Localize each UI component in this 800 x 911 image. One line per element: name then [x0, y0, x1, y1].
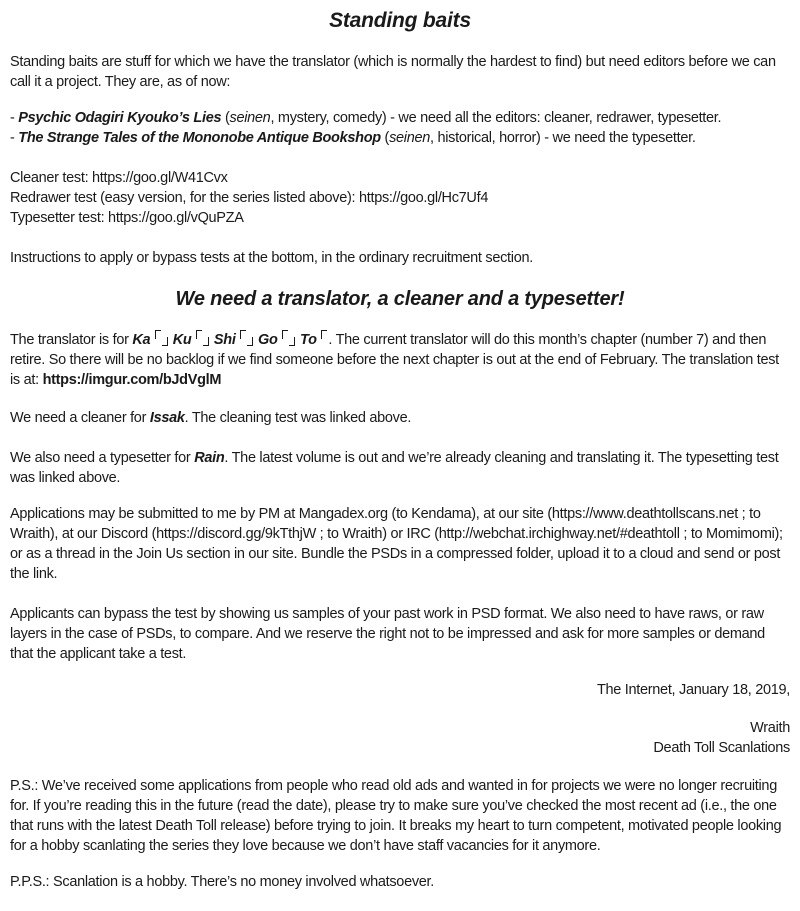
series-list	[10, 108, 790, 148]
text-segment: Psychic Odagiri Kyouko’s Lies	[18, 110, 222, 126]
text-segment: Ka	[132, 332, 155, 348]
text-segment: Ku	[169, 332, 196, 348]
text-segment: (	[380, 130, 390, 146]
signature-name	[10, 718, 790, 738]
text-segment: -	[10, 110, 19, 126]
section-heading-needs: We need a translator, a cleaner and a typesetter!	[175, 288, 625, 310]
text-segment: . The cleaning test was linked above.	[184, 410, 412, 426]
text-segment: Wraith	[750, 720, 790, 736]
intro-paragraph	[10, 52, 790, 92]
text-segment: We also need a typesetter for	[10, 450, 195, 466]
text-segment: -	[10, 130, 19, 146]
text-segment: We need a cleaner for	[10, 410, 150, 426]
text-segment: seinen	[389, 130, 431, 146]
text-segment: Applicants can bypass the test by showing us samples of your past work in PSD format. We also need to have raws, or raw layers in the case of PSDs, to compare. And we reserve the right not to be impressed and ask for more samples or demand that the applicant take a test.	[10, 606, 765, 662]
instructions-line	[10, 248, 790, 268]
text-segment: , historical, horror) - we need the typesetter.	[430, 130, 696, 146]
text-segment: The Strange Tales of the Mononobe Antique Bookshop	[18, 130, 381, 146]
redrawer-test-link-line	[10, 188, 790, 208]
page-title: Standing baits	[329, 9, 471, 32]
text-segment: . The latest volume is out and we’re already cleaning and translating it. The typesetting test was linked above.	[10, 450, 779, 486]
dateline	[10, 680, 790, 700]
signature-block	[10, 718, 790, 758]
pps-paragraph	[10, 872, 790, 892]
typesetter-test-link-line	[10, 208, 790, 228]
text-segment: Typesetter test: https://goo.gl/vQuPZA	[10, 210, 244, 226]
corner-bracket-glyph	[154, 330, 169, 350]
text-segment: Issak	[149, 410, 185, 426]
bypass-paragraph	[10, 604, 790, 664]
corner-bracket-glyph	[281, 330, 296, 350]
series-item-psychic-odagiri	[10, 108, 790, 128]
text-segment: Redrawer test (easy version, for the series listed above): https://goo.gl/Hc7Uf4	[10, 190, 489, 206]
text-segment: https://imgur.com/bJdVglM	[42, 372, 222, 388]
text-segment: (	[221, 110, 230, 126]
text-segment: Cleaner test: https://goo.gl/W41Cvx	[10, 170, 228, 186]
text-segment: Applications may be submitted to me by PM at Mangadex.org (to Kendama), at our site (https://www.deathtollscans.net ; to Wraith), at our Discord (https://discord.gg/9kTthjW ; to Wraith) or IRC (http://webchat.irchighway.net/#deathtoll ; to Momimomi); or as a thread in the Join Us section in our site. Bundle the PSDs in a compressed folder, upload it to a cloud and send or post the link.	[10, 506, 783, 582]
series-item-mononobe-bookshop	[10, 128, 790, 148]
text-segment: P.S.: We’ve received some applications from people who read old ads and wanted in for projects we were no longer recruiting for. If you’re reading this in the future (read the date), please try to make sure you’ve checked the most recent ad (i.e., the one that runs with the latest Death Toll release) before trying to join. It breaks my heart to turn competent, motivated people looking for a hobby scanlating the series they love because we don’t have staff vacancies for it anymore.	[10, 778, 782, 854]
text-segment: Go	[254, 332, 282, 348]
text-segment: The translator is for	[10, 332, 133, 348]
corner-bracket-glyph	[195, 330, 210, 350]
text-segment: Instructions to apply or bypass tests at the bottom, in the ordinary recruitment section.	[10, 250, 533, 266]
text-segment: , mystery, comedy) - we need all the editors: cleaner, redrawer, typesetter.	[270, 110, 722, 126]
text-segment: Shi	[210, 332, 240, 348]
typesetter-paragraph	[10, 448, 790, 488]
text-segment: Death Toll Scanlations	[653, 740, 790, 756]
test-links	[10, 168, 790, 228]
text-segment: Standing baits are stuff for which we have the translator (which is normally the hardest to find) but need editors before we can call it a project. They are, as of now:	[10, 54, 776, 90]
text-segment: seinen	[229, 110, 271, 126]
cleaner-test-link-line	[10, 168, 790, 188]
text-segment: The Internet, January 18, 2019,	[596, 682, 790, 698]
text-segment: . The current translator will do this month’s chapter (number 7) and then retire. So there will be no backlog if we find someone before the next chapter is out at the end of February. The translation test is at:	[10, 332, 779, 388]
cleaner-paragraph	[10, 408, 790, 428]
text-segment: P.P.S.: Scanlation is a hobby. There’s no money involved whatsoever.	[10, 874, 435, 890]
translator-paragraph	[10, 330, 790, 390]
ps-paragraph	[10, 776, 790, 856]
text-segment: To	[296, 332, 321, 348]
text-segment: Rain	[194, 450, 225, 466]
applications-paragraph	[10, 504, 790, 584]
corner-bracket-glyph	[239, 330, 254, 350]
signature-group	[10, 738, 790, 758]
